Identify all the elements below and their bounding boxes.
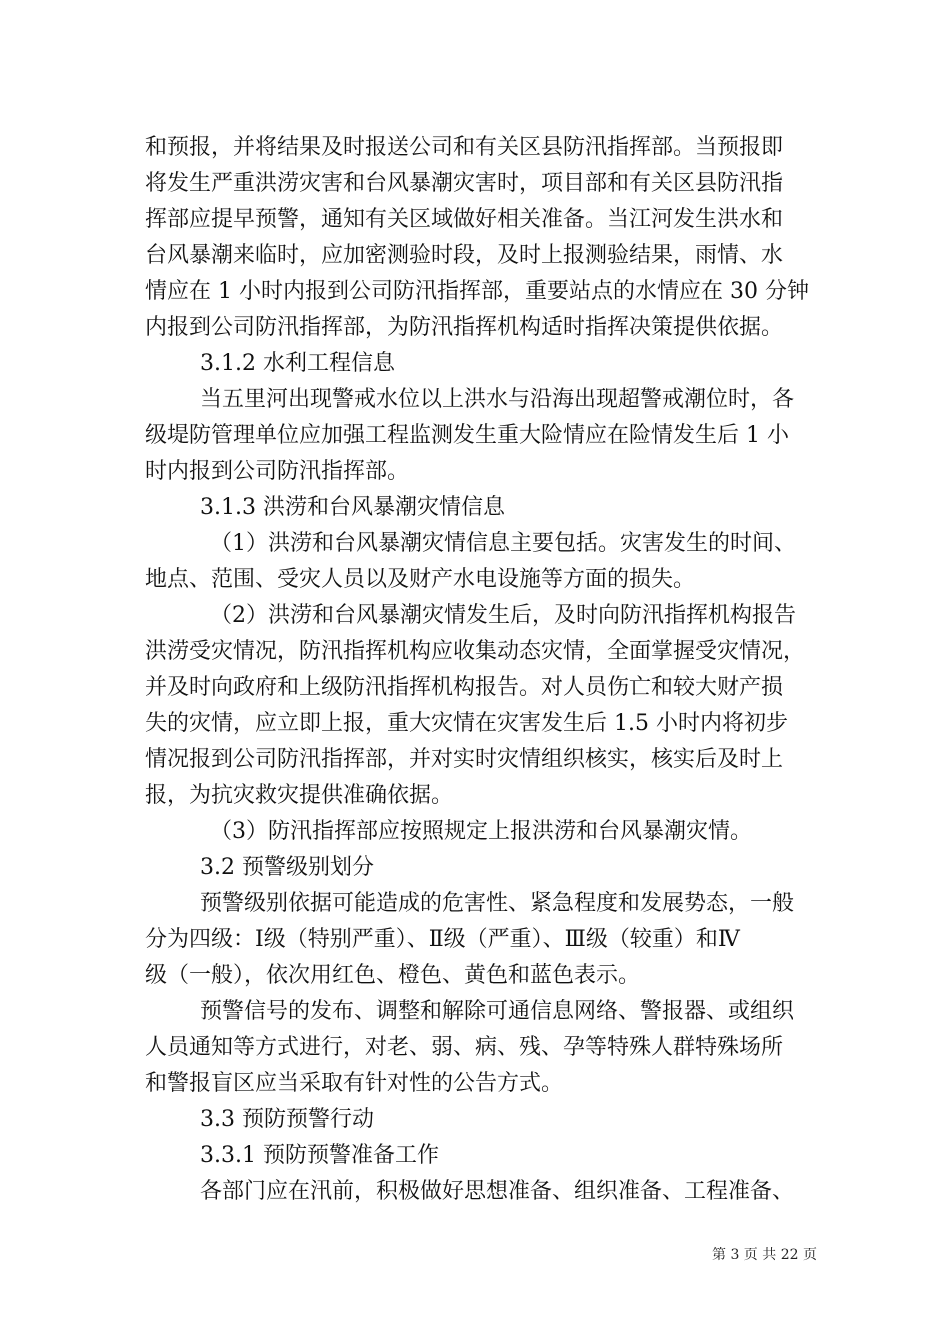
text-line: 报，为抗灾救灾提供准确依据。 <box>145 783 454 808</box>
text-line: 级堤防管理单位应加强工程监测发生重大险情应在险情发生后 1 小 <box>145 423 789 448</box>
text-line: 挥部应提早预警，通知有关区域做好相关准备。当江河发生洪水和 <box>145 207 784 232</box>
text-line: 情况报到公司防汛指挥部，并对实时灾情组织核实，核实后及时上 <box>145 747 784 772</box>
text-line: 预警信号的发布、调整和解除可通信息网络、警报器、或组织 <box>200 999 795 1024</box>
section-heading: 3.1.2 水利工程信息 <box>200 351 395 376</box>
text-line: 时内报到公司防汛指挥部。 <box>145 459 410 484</box>
text-line: 并及时向政府和上级防汛指挥机构报告。对人员伤亡和较大财产损 <box>145 675 784 700</box>
section-heading: 3.1.3 洪涝和台风暴潮灾情信息 <box>200 495 505 520</box>
text-line: 级（一般），依次用红色、橙色、黄色和蓝色表示。 <box>145 963 641 988</box>
section-heading: 3.3 预防预警行动 <box>200 1107 374 1132</box>
text-line: （2）洪涝和台风暴潮灾情发生后，及时向防汛指挥机构报告 <box>210 603 796 628</box>
text-line: 将发生严重洪涝灾害和台风暴潮灾害时，项目部和有关区县防汛指 <box>145 171 784 196</box>
text-line: 和警报盲区应当采取有针对性的公告方式。 <box>145 1071 564 1096</box>
text-line: 分为四级：Ⅰ级（特别严重）、Ⅱ级（严重）、Ⅲ级（较重）和Ⅳ <box>145 927 740 952</box>
text-line: 情应在 1 小时内报到公司防汛指挥部，重要站点的水情应在 30 分钟 <box>145 279 809 304</box>
text-line: 洪涝受灾情况，防汛指挥机构应收集动态灾情，全面掌握受灾情况， <box>145 639 806 664</box>
text-line: 和预报，并将结果及时报送公司和有关区县防汛指挥部。当预报即 <box>145 135 784 160</box>
text-line: 人员通知等方式进行，对老、弱、病、残、孕等特殊人群特殊场所 <box>145 1035 784 1060</box>
section-heading: 3.2 预警级别划分 <box>200 855 374 880</box>
text-line: 预警级别依据可能造成的危害性、紧急程度和发展势态，一般 <box>200 891 795 916</box>
section-heading: 3.3.1 预防预警准备工作 <box>200 1143 439 1168</box>
text-line: 当五里河出现警戒水位以上洪水与沿海出现超警戒潮位时，各 <box>200 387 795 412</box>
text-line: （3）防汛指挥部应按照规定上报洪涝和台风暴潮灾情。 <box>210 819 752 844</box>
text-line: 地点、范围、受灾人员以及财产水电设施等方面的损失。 <box>145 567 696 592</box>
page-number: 第 3 页 共 22 页 <box>712 1247 817 1263</box>
text-line: 各部门应在汛前，积极做好思想准备、组织准备、工程准备、 <box>200 1179 795 1204</box>
text-line: 内报到公司防汛指挥部，为防汛指挥机构适时指挥决策提供依据。 <box>145 315 784 340</box>
text-line: 台风暴潮来临时，应加密测验时段，及时上报测验结果，雨情、水 <box>145 243 784 268</box>
text-line: 失的灾情，应立即上报，重大灾情在灾害发生后 1.5 小时内将初步 <box>145 711 788 736</box>
text-line: （1）洪涝和台风暴潮灾情信息主要包括。灾害发生的时间、 <box>210 531 796 556</box>
